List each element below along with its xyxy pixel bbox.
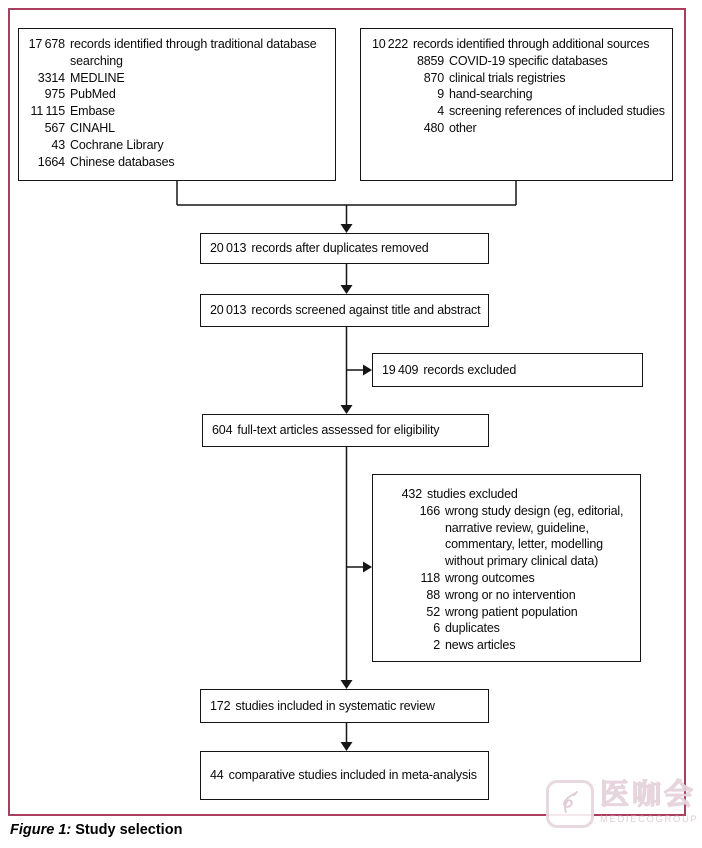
record-count: 6 (433, 621, 440, 636)
record-label: records identified through additional sources (413, 37, 650, 51)
record-count: 44 (210, 768, 224, 783)
watermark-cjk-text: 医咖会 (600, 779, 697, 811)
record-label: hand-searching (449, 87, 533, 102)
record-line (370, 120, 663, 137)
record-count: 20 013 (210, 241, 247, 256)
watermark-latin-text: MEDIECOGROUP (600, 814, 699, 825)
record-line (28, 36, 326, 70)
box-records-excluded (372, 353, 643, 387)
record-label: MEDLINE (70, 70, 125, 85)
figure-caption-title: Study selection (75, 822, 183, 838)
figure-caption (10, 822, 182, 838)
record-count: 567 (44, 120, 65, 135)
record-count: 10 222 (371, 37, 408, 51)
box-duplicates-removed (200, 233, 489, 264)
arrow-down-icon (341, 285, 353, 294)
record-line (210, 302, 479, 319)
box-studies-excluded (372, 474, 641, 662)
record-label: comparative studies included in meta-analysis (228, 768, 477, 783)
record-count: 172 (210, 698, 231, 713)
record-count: 4 (437, 104, 444, 119)
arrow-right-icon (363, 562, 372, 573)
record-label: wrong outcomes (445, 570, 535, 585)
box-fulltext-assessed (202, 414, 489, 447)
arrow-down-icon (341, 742, 353, 751)
record-label: Cochrane Library (70, 137, 164, 152)
record-line (370, 103, 663, 120)
box-meta-analysis (200, 751, 489, 800)
record-line (28, 154, 326, 171)
arrow-down-icon (341, 680, 353, 689)
box-systematic-review (200, 689, 489, 723)
record-count: 975 (44, 87, 65, 102)
record-label: records identified through traditional database searching (70, 37, 317, 68)
record-count: 118 (420, 570, 440, 585)
box-additional-sources (360, 28, 673, 181)
record-line (382, 362, 633, 379)
box-title-abstract-screened (200, 294, 489, 327)
record-label: duplicates (445, 621, 500, 636)
record-line (370, 86, 663, 103)
record-count: 3314 (37, 70, 65, 85)
record-count: 11 115 (30, 104, 65, 119)
record-line (382, 604, 631, 621)
record-line (28, 137, 326, 154)
record-count: 432 (401, 487, 422, 501)
record-label: records screened against title and abstract (251, 303, 481, 318)
record-count: 8859 (416, 53, 444, 68)
record-count: 17 678 (28, 37, 65, 51)
record-label: Chinese databases (70, 154, 175, 169)
record-line (370, 53, 663, 70)
record-line (370, 36, 663, 53)
record-line (382, 620, 631, 637)
figure-frame (8, 8, 686, 816)
record-count: 20 013 (210, 303, 247, 318)
record-label: other (449, 120, 477, 135)
record-label: news articles (445, 638, 516, 653)
record-label: wrong or no intervention (445, 587, 576, 602)
record-line (28, 120, 326, 137)
record-label: wrong patient population (445, 604, 578, 619)
record-count: 2 (433, 638, 440, 653)
record-line (212, 422, 479, 439)
record-label: screening references of included studies (449, 104, 665, 119)
record-line (382, 637, 631, 654)
record-count: 1664 (37, 154, 65, 169)
arrow-down-icon (341, 405, 353, 414)
record-line (210, 240, 479, 257)
record-line (382, 570, 631, 587)
record-count: 9 (437, 87, 444, 102)
figure-caption-label: Figure 1: (10, 822, 72, 838)
record-line (28, 70, 326, 87)
record-label: PubMed (70, 87, 116, 102)
record-line (28, 103, 326, 120)
record-count: 19 409 (382, 362, 419, 377)
record-count: 43 (51, 137, 65, 152)
record-label: records after duplicates removed (251, 241, 429, 256)
record-label: Embase (70, 104, 115, 119)
record-label: studies excluded (427, 487, 518, 501)
record-count: 166 (419, 503, 440, 518)
record-count: 604 (212, 423, 233, 438)
record-line (210, 698, 479, 715)
record-line (382, 587, 631, 604)
record-line (370, 70, 663, 87)
arrow-down-icon (341, 224, 353, 233)
record-line (210, 767, 479, 784)
box-traditional-search (18, 28, 336, 181)
record-count: 870 (423, 70, 444, 85)
record-line (28, 86, 326, 103)
record-count: 52 (426, 604, 440, 619)
arrow-right-icon (363, 365, 372, 376)
record-label: CINAHL (70, 120, 115, 135)
record-label: clinical trials registries (449, 70, 566, 85)
record-line (382, 486, 631, 503)
record-label: studies included in systematic review (235, 698, 435, 713)
record-label: wrong study design (eg, editorial, narrative review, guideline, commentary, letter, modelling without primary clinical data) (445, 503, 624, 569)
record-count: 88 (426, 587, 440, 602)
record-label: records excluded (423, 362, 517, 377)
record-label: full-text articles assessed for eligibility (237, 423, 440, 438)
record-label: COVID-19 specific databases (449, 53, 608, 68)
record-count: 480 (423, 120, 444, 135)
record-line (382, 503, 631, 570)
